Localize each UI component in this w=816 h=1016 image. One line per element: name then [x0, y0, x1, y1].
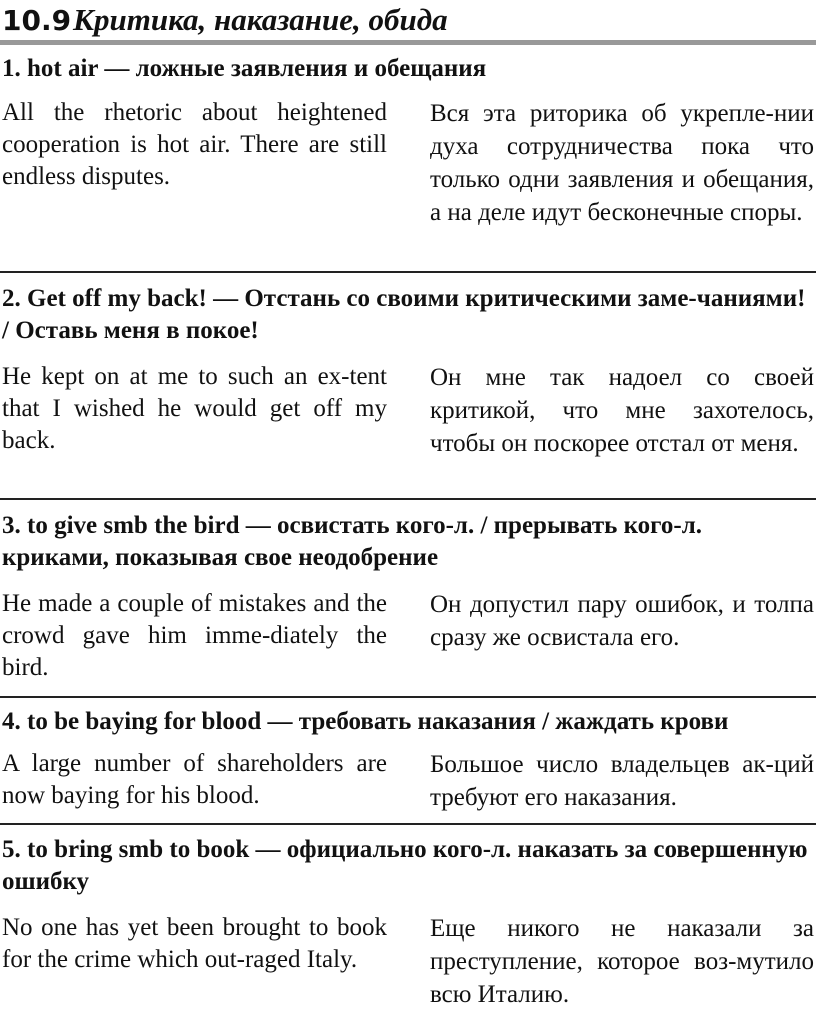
entry-1-example-en: All the rhetoric about heightened cooperation is hot air. There are still endless disputes.: [2, 99, 387, 190]
page-header: [0, 0, 816, 50]
entry-1-example-ru: Вся эта риторика об укрепле-нии духа сотрудничества пока что только одни заявления и обещания, а на деле идут бесконечные споры.: [430, 100, 814, 226]
entry-3-title: 3. to give smb the bird — освистать кого-л. / прерывать кого-л. криками, показывая свое неодобрение: [2, 512, 702, 571]
entry-2: [0, 283, 816, 495]
entry-divider: [0, 498, 816, 500]
entry-5-title: 5. to bring smb to book — официально кого-л. наказать за совершенную ошибку: [2, 836, 808, 895]
entry-5-example-en: No one has yet been brought to book for the crime which out-raged Italy.: [2, 914, 387, 973]
header-divider: [0, 40, 816, 45]
entry-2-example-ru: Он мне так надоел со своей критикой, что мне захотелось, чтобы он поскорее отстал от меня.: [430, 364, 814, 457]
entry-5-example-ru: Еще никого не наказали за преступление, которое воз-мутило всю Италию.: [430, 915, 814, 1008]
entry-3: [0, 510, 816, 696]
section-number: 10.9: [2, 4, 72, 37]
entry-4: [0, 706, 816, 826]
entry-2-title: 2. Get off my back! — Отстань со своими критическими заме-чаниями! / Оставь меня в покое!: [2, 285, 806, 344]
entry-divider: [0, 271, 816, 273]
entry-3-example-en: He made a couple of mistakes and the crowd gave him imme-diately the bird.: [2, 590, 387, 681]
entry-4-example-en: A large number of shareholders are now baying for his blood.: [2, 750, 387, 809]
entry-2-example-en: He kept on at me to such an ex-tent that I wished he would get off my back.: [2, 363, 387, 454]
entry-divider: [0, 823, 816, 825]
entry-4-title: 4. to be baying for blood — требовать наказания / жаждать крови: [2, 708, 729, 735]
entry-1-title: 1. hot air — ложные заявления и обещания: [2, 55, 487, 82]
entry-divider: [0, 696, 816, 698]
entry-5: [0, 834, 816, 1014]
entry-4-example-ru: Большое число владельцев ак-ций требуют его наказания.: [430, 751, 814, 811]
page-title: Критика, наказание, обида: [73, 2, 448, 37]
entry-3-example-ru: Он допустил пару ошибок, и толпа сразу же освистала его.: [430, 591, 814, 651]
entry-1: [0, 53, 816, 273]
